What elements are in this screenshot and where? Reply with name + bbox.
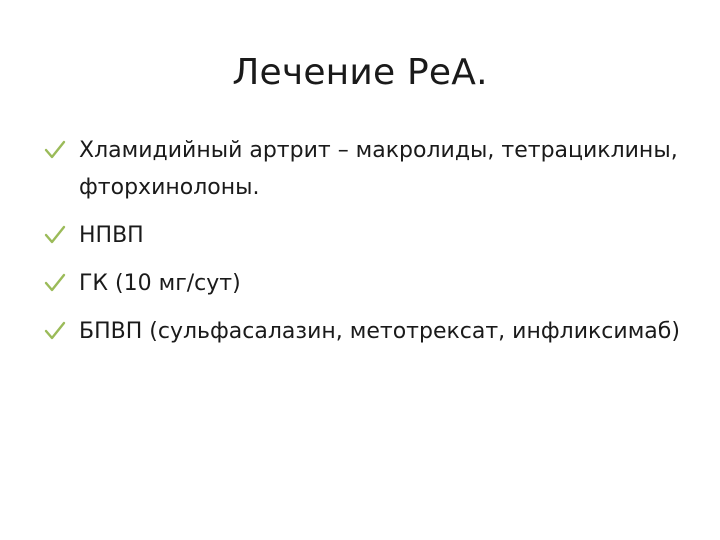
bullet-text: Хламидийный артрит – макролиды, тетрациклины, фторхинолоны. [79,138,678,200]
bullet-item [44,313,684,350]
slide-title: Лечение РеА. [232,52,488,93]
bullet-item [44,132,684,206]
bullet-item [44,265,684,302]
checkmark-icon [44,272,66,294]
bullet-text: БПВП (сульфасалазин, метотрексат, инфликсимаб) [79,319,680,344]
bullet-item [44,217,684,254]
checkmark-icon [44,224,66,246]
bullet-text: НПВП [79,223,144,248]
bullet-list [44,132,684,361]
checkmark-icon [44,139,66,161]
checkmark-icon [44,320,66,342]
bullet-text: ГК (10 мг/сут) [79,271,241,296]
